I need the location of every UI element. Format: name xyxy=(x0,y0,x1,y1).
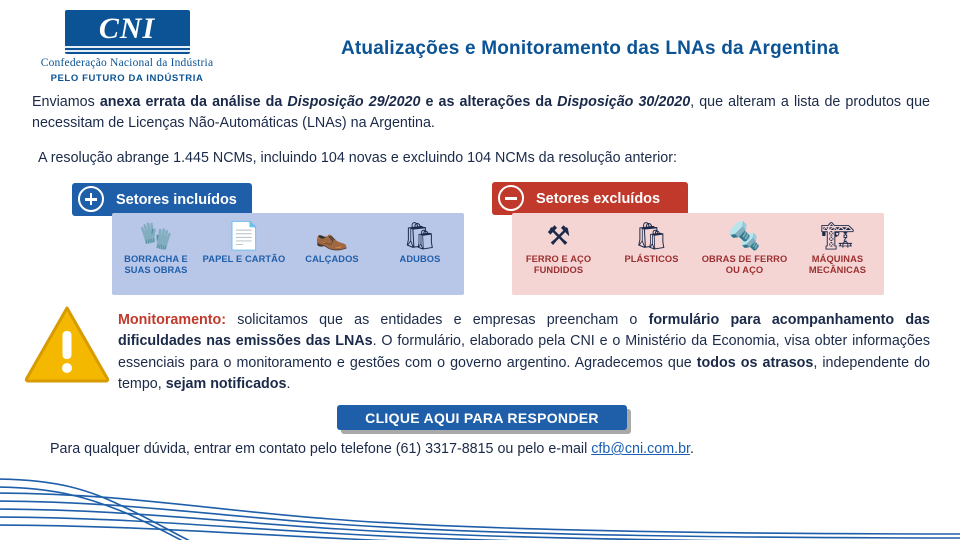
plus-circle-icon xyxy=(78,186,104,212)
steel-beam-icon: 🔩 xyxy=(727,221,762,251)
sector-label: PAPEL E CARTÃO xyxy=(202,254,286,264)
sector-item xyxy=(702,221,788,275)
included-sectors-label: Setores incluídos xyxy=(116,191,237,208)
minus-circle-icon xyxy=(498,185,524,211)
intro-text-f: , que alteram a lista de produtos que necessitam de Licenças Não-Automáticas (LNAs) na Argentina. xyxy=(32,94,930,131)
contact-prefix: Para qualquer dúvida, entrar em contato pelo telefone (61) 3317-8815 ou pelo e-mail xyxy=(50,441,592,457)
monitoring-notify-emphasis: sejam notificados xyxy=(165,376,287,393)
resolution-summary: A resolução abrange 1.445 NCMs, incluindo 104 novas e excluindo 104 NCMs da resolução anterior: xyxy=(38,150,677,166)
sector-label: CALÇADOS xyxy=(305,254,359,264)
monitoring-delays-emphasis: todos os atrasos xyxy=(696,354,814,371)
cni-logo-text: CNI xyxy=(98,12,156,45)
monitoring-text-1: solicitamos que as entidades e empresas preencham o xyxy=(226,312,649,328)
sector-label: BORRACHA E SUAS OBRAS xyxy=(124,254,188,275)
intro-text-b: anexa errata da análise da xyxy=(99,94,288,110)
intro-paragraph xyxy=(32,92,930,133)
cni-logo xyxy=(22,10,232,84)
sector-label: OBRAS DE FERRO OU AÇO xyxy=(701,254,788,275)
monitoring-text-5: , independente do tempo, xyxy=(118,354,930,393)
gloves-icon: 🧤 xyxy=(139,221,173,251)
cni-logo-subtitle: Confederação Nacional da Indústria xyxy=(40,57,214,69)
monitoring-text-3: . O formulário, elaborado pela CNI e o Ministério da Economia, visa obter informações essenciais para o monitoramento e gestões com o governo argentino. Agradecemos que xyxy=(118,333,930,371)
shoe-icon: 👞 xyxy=(315,221,349,251)
monitoring-paragraph xyxy=(118,310,930,396)
excluded-sectors-banner xyxy=(492,182,688,215)
intro-text-a: Enviamos xyxy=(32,94,100,110)
logo-stripe-upper xyxy=(65,46,190,48)
included-sectors-panel xyxy=(112,213,464,295)
intro-disposicao-30: Disposição 30/2020 xyxy=(557,94,691,110)
contact-email-link[interactable]: cfb@cni.com.br xyxy=(591,441,691,457)
logo-stripe-lower xyxy=(65,50,190,52)
sector-label: MÁQUINAS MECÂNICAS xyxy=(808,254,867,275)
decorative-swoosh xyxy=(0,435,960,540)
respond-cta-button[interactable]: CLIQUE AQUI PARA RESPONDER xyxy=(337,405,627,430)
cni-logo-mark xyxy=(65,10,190,54)
monitoring-form-emphasis: formulário para acompanhamento das dificuldades nas emissões das LNAs xyxy=(118,312,930,350)
sector-item xyxy=(609,221,695,265)
sector-item xyxy=(289,221,375,265)
warning-triangle-icon xyxy=(24,305,110,383)
sector-item xyxy=(377,221,463,265)
cni-logo-tagline: PELO FUTURO DA INDÚSTRIA xyxy=(50,73,204,84)
sector-label: PLÁSTICOS xyxy=(624,254,679,264)
sector-item xyxy=(201,221,287,265)
fertilizer-bag-icon: 🛍 xyxy=(402,221,438,251)
sector-item xyxy=(795,221,881,275)
crane-icon: 🏗 xyxy=(820,221,855,251)
sector-item xyxy=(113,221,199,275)
contact-suffix: . xyxy=(690,441,694,457)
included-sectors-banner xyxy=(72,183,252,216)
sector-item xyxy=(516,221,602,275)
intro-disposicao-29: Disposição 29/2020 xyxy=(287,94,421,110)
intro-text-d: e as alterações da xyxy=(420,94,558,110)
plastic-bag-icon: 🛍 xyxy=(634,221,669,251)
paper-sheets-icon: 📄 xyxy=(227,221,261,251)
monitoring-lead: Monitoramento: xyxy=(118,312,227,328)
molten-iron-icon: ⚒ xyxy=(546,221,571,251)
monitoring-text-7: . xyxy=(286,376,291,393)
excluded-sectors-label: Setores excluídos xyxy=(536,190,661,207)
page-title: Atualizações e Monitoramento das LNAs da Argentina xyxy=(340,38,840,59)
excluded-sectors-panel xyxy=(512,213,884,295)
sector-label: ADUBOS xyxy=(399,254,441,264)
sector-label: FERRO E AÇO FUNDIDOS xyxy=(525,254,592,275)
